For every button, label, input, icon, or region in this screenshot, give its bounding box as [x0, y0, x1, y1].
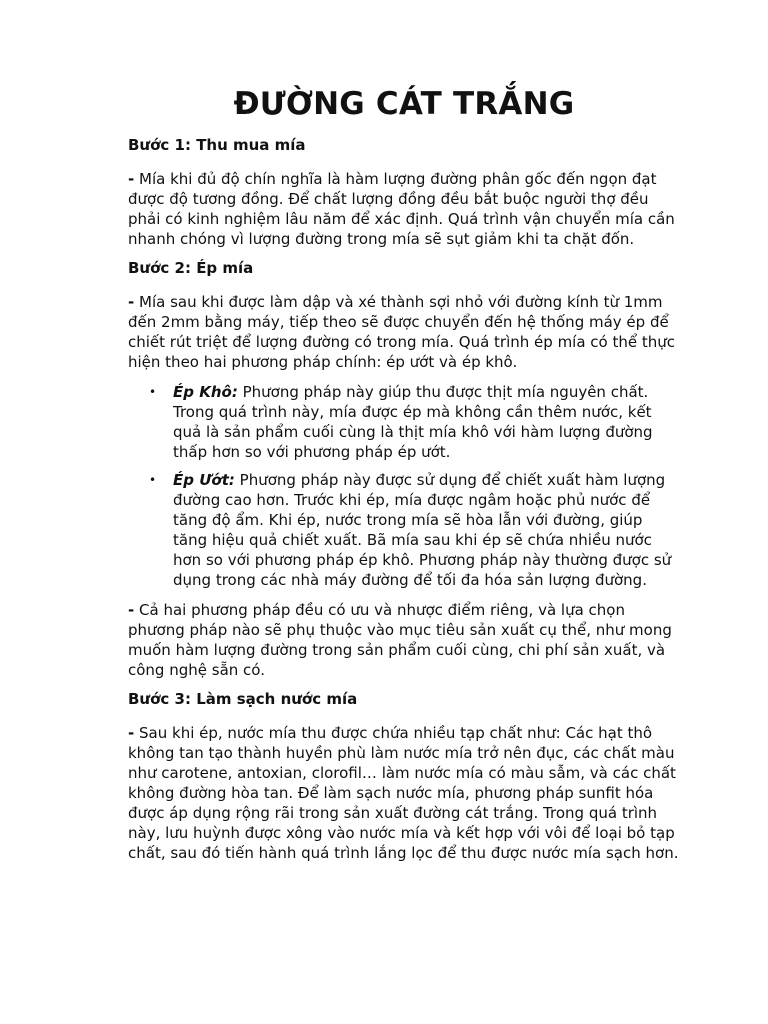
step-2-heading: Bước 2: Ép mía: [128, 259, 254, 277]
step-3-text: Sau khi ép, nước mía thu được chứa nhiều tạp chất như: Các hạt thô không tan tạo thành huyền phù làm nước mía trở nên đục, các chất màu như carotene, antoxian, clorofil… làm nước mía có màu sẫm, và các chất không đường hòa tan. Để làm sạch nước mía, phương pháp sunfit hóa được áp dụng rộng rãi trong sản xuất đường cát trắng. Trong quá trình này, lưu huỳnh được xông vào nước mía và kết hợp với vôi để loại bỏ tạp chất, sau đó tiến hành quá trình lắng lọc để thu được nước mía sạch hơn.: [128, 724, 679, 862]
step-1-paragraph: [128, 169, 680, 249]
step-1-section: [128, 136, 680, 249]
method-term-dry: Ép Khô:: [173, 383, 238, 401]
dash-marker: -: [128, 724, 135, 742]
step-3-paragraph: [128, 723, 680, 863]
step-2-text: Mía sau khi được làm dập và xé thành sợi nhỏ với đường kính từ 1mm đến 2mm bằng máy, tiếp theo sẽ được chuyển đến hệ thống máy ép để chiết rút triệt để lượng đường có trong mía. Quá trình ép mía có thể thực hiện theo hai phương pháp chính: ép ướt và ép khô.: [128, 293, 676, 371]
method-text-wet: Phương pháp này được sử dụng để chiết xuất hàm lượng đường cao hơn. Trước khi ép, mía được ngâm hoặc phủ nước để tăng độ ẩm. Khi ép, nước trong mía sẽ hòa lẫn với đường, giúp tăng hiệu quả chiết xuất. Bã mía sau khi ép sẽ chứa nhiều nước hơn so với phương pháp ép khô. Phương pháp này thường được sử dụng trong các nhà máy đường để tối đa hóa sản lượng đường.: [173, 471, 672, 589]
list-item-dry-pressing: [149, 382, 680, 462]
pressing-methods-list: [128, 382, 680, 590]
list-item-wet-pressing: [149, 470, 680, 590]
dash-marker: -: [128, 601, 135, 619]
step-2-paragraph: [128, 292, 680, 372]
step-2-conclusion: [128, 600, 680, 680]
step-1-text: Mía khi đủ độ chín nghĩa là hàm lượng đường phân gốc đến ngọn đạt được độ tương đồng. Để chất lượng đồng đều bắt buộc người thợ đều phải có kinh nghiệm lâu năm để xác định. Quá trình vận chuyển mía cần nhanh chóng vì lượng đường trong mía sẽ sụt giảm khi ta chặt đốn.: [128, 170, 675, 248]
step-2-section: [128, 259, 680, 680]
bullet-icon: •: [149, 473, 157, 487]
dash-marker: -: [128, 293, 135, 311]
step-2-conclusion-text: Cả hai phương pháp đều có ưu và nhược điểm riêng, và lựa chọn phương pháp nào sẽ phụ thuộc vào mục tiêu sản xuất cụ thể, như mong muốn hàm lượng đường trong sản phẩm cuối cùng, chi phí sản xuất, và công nghệ sẵn có.: [128, 601, 672, 679]
document-page: [128, 84, 680, 873]
step-3-heading: Bước 3: Làm sạch nước mía: [128, 690, 358, 708]
dash-marker: -: [128, 170, 135, 188]
document-title: ĐƯỜNG CÁT TRẮNG: [233, 86, 575, 122]
step-1-heading: Bước 1: Thu mua mía: [128, 136, 306, 154]
method-term-wet: Ép Ướt:: [173, 471, 235, 489]
step-3-section: [128, 690, 680, 863]
method-text-dry: Phương pháp này giúp thu được thịt mía nguyên chất. Trong quá trình này, mía được ép mà không cần thêm nước, kết quả là sản phẩm cuối cùng là thịt mía khô với hàm lượng đường thấp hơn so với phương pháp ép ướt.: [173, 383, 653, 461]
bullet-icon: •: [149, 385, 157, 399]
